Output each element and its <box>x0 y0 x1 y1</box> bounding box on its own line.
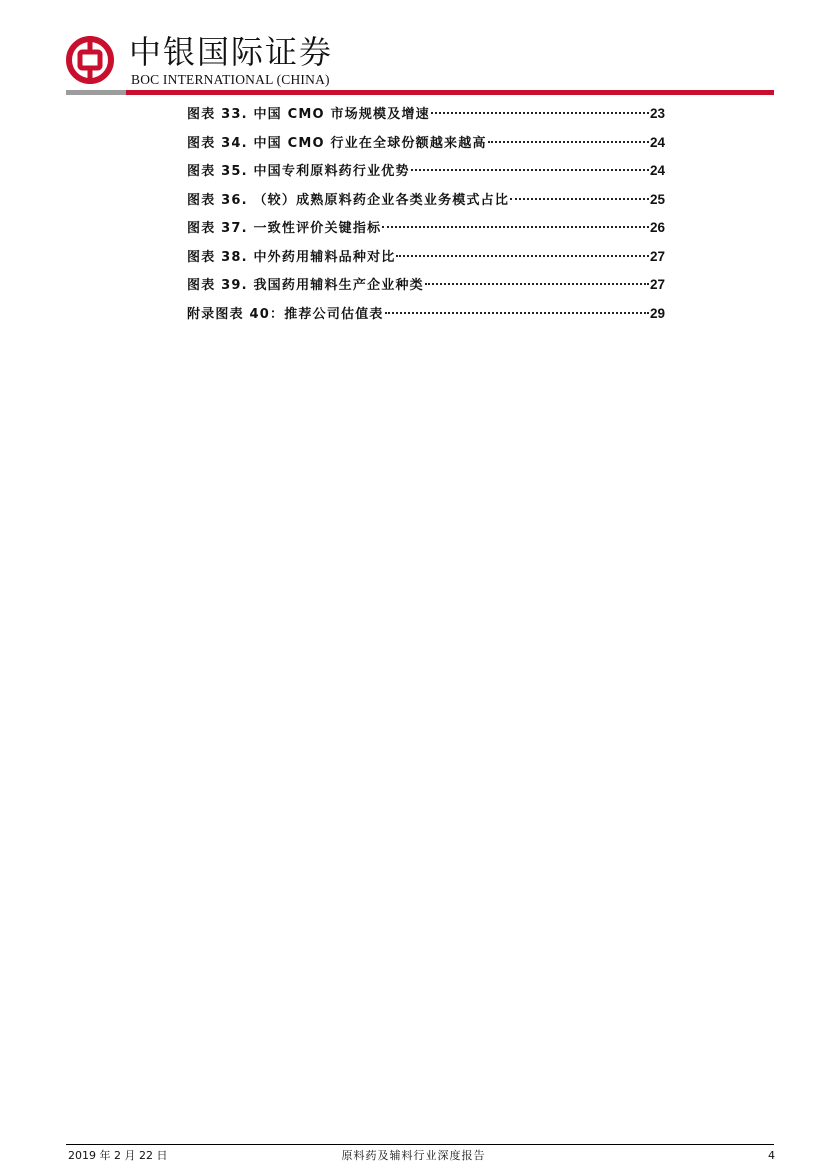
toc-leader-dots <box>385 312 649 314</box>
toc-leader-dots <box>382 226 649 228</box>
toc-entry-title: 图表 34. 中国 CMO 行业在全球份额越来越高 <box>187 135 487 151</box>
toc-leader-dots <box>488 141 649 143</box>
toc-entry[interactable] <box>187 300 665 329</box>
boc-logo-icon <box>66 36 114 88</box>
footer-report-title: 原料药及辅料行业深度报告 <box>341 1149 486 1162</box>
toc-entry-page: 26 <box>649 220 665 235</box>
header-rule-gray <box>66 90 126 95</box>
toc-entry-title: 图表 39. 我国药用辅料生产企业种类 <box>187 278 424 293</box>
toc-leader-dots <box>396 255 648 257</box>
toc-entry[interactable] <box>187 100 665 129</box>
toc-entry-title: 图表 38. 中外药用辅料品种对比 <box>187 249 396 265</box>
toc-entry[interactable] <box>187 186 665 215</box>
toc-entry[interactable] <box>187 157 665 186</box>
toc-entry-title: 图表 36. （较）成熟原料药企业各类业务模式占比 <box>187 192 510 208</box>
toc-leader-dots <box>431 112 649 114</box>
toc-entry-title: 图表 37. 一致性评价关键指标 <box>187 221 382 236</box>
toc-entry-page: 24 <box>649 134 665 150</box>
toc-entry-page: 23 <box>649 106 665 121</box>
toc-entry[interactable] <box>187 243 665 272</box>
brand-name-cn: 中银国际证券 <box>129 33 334 71</box>
toc-entry-title: 图表 33. 中国 CMO 市场规模及增速 <box>187 107 430 122</box>
toc-leader-dots <box>510 198 649 200</box>
table-of-contents <box>187 100 665 328</box>
toc-entry-title: 附录图表 40：推荐公司估值表 <box>187 306 384 322</box>
footer-date: 2019 年 2 月 22 日 <box>68 1149 168 1162</box>
toc-entry-page: 29 <box>649 305 665 321</box>
toc-entry[interactable] <box>187 271 665 300</box>
brand-name-en: BOC INTERNATIONAL (CHINA) <box>131 72 330 87</box>
toc-leader-dots <box>425 283 649 285</box>
toc-entry[interactable] <box>187 214 665 243</box>
toc-entry-title: 图表 35. 中国专利原料药行业优势 <box>187 164 410 179</box>
toc-entry-page: 27 <box>649 248 665 264</box>
footer-rule <box>66 1144 774 1145</box>
header-rule-red <box>126 90 774 95</box>
toc-leader-dots <box>411 169 649 171</box>
toc-entry-page: 24 <box>649 163 665 178</box>
footer-page-number: 4 <box>768 1149 775 1162</box>
toc-entry-page: 27 <box>649 277 665 292</box>
toc-entry[interactable] <box>187 129 665 158</box>
toc-entry-page: 25 <box>649 191 665 207</box>
